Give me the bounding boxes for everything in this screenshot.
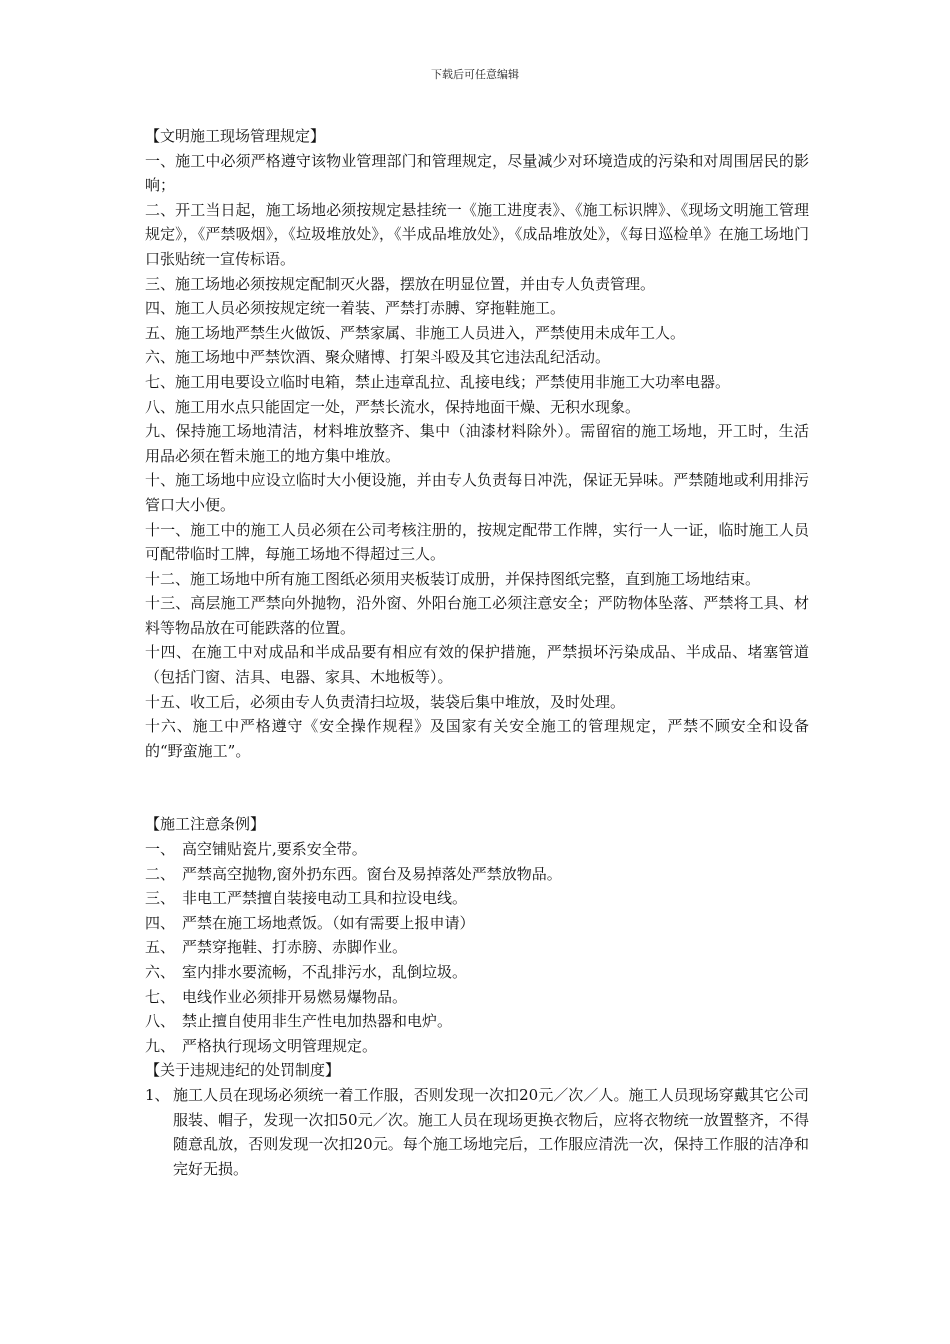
list-item [145,1034,809,1059]
list-item-text: 严禁在施工场地煮饭。（如有需要上报申请） [182,913,475,932]
list-item-text: 电线作业必须排开易燃易爆物品。 [182,987,408,1006]
list-item-number: 五、 [145,938,176,957]
list-item-number: 六、 [145,963,176,981]
page-header: 下载后可任意编辑 [431,68,519,81]
rule-item: 二、开工当日起，施工场地必须按规定悬挂统一《施工进度表》、《施工标识牌》、《现场文明施工管理规定》，《严禁吸烟》，《垃圾堆放处》，《半成品堆放处》，《成品堆放处》，《每日巡检单》在施工场地门口张贴统一宣传标语。 [145,200,809,268]
list-item [145,1083,809,1181]
document-body [145,124,809,1181]
list-item-number: 八、 [145,1012,176,1031]
list-item-text: 严禁穿拖鞋、打赤膀、赤脚作业。 [182,938,408,957]
rule-item: 五、施工场地严禁生火做饭、严禁家属、非施工人员进入，严禁使用未成年工人。 [145,323,686,342]
list-item-number: 二、 [145,864,176,883]
list-item-number: 七、 [145,987,176,1006]
list-item-text: 非电工严禁擅自装接电动工具和拉设电线。 [182,889,468,908]
list-item-text: 施工人员在现场必须统一着工作服，否则发现一次扣20元／次／人。施工人员现场穿戴其它公司服装、帽子，发现一次扣50元／次。施工人员在现场更换衣物后，应将衣物统一放置整齐，不得随意乱放，否则发现一次扣20元。每个施工场地完后，工作服应清洗一次，保持工作服的洁净和完好无损。 [173,1085,809,1178]
rule-item: 八、施工用水点只能固定一处，严禁长流水，保持地面干燥、无积水现象。 [145,397,641,416]
rule-item: 十三、高层施工严禁向外抛物，沿外窗、外阳台施工必须注意安全；严防物体坠落、严禁将工具、材料等物品放在可能跌落的位置。 [145,594,809,637]
list-item [145,985,809,1010]
section-spacer [145,763,809,812]
rule-item: 十四、在施工中对成品和半成品要有相应有效的保护措施，严禁损坏污染成品、半成品、堵塞管道（包括门窗、洁具、电器、家具、木地板等）。 [145,643,809,687]
rule-item: 一、施工中必须严格遵守该物业管理部门和管理规定，尽量减少对环境造成的污染和对周围居民的影响； [145,151,809,195]
list-item-number: 一、 [145,840,176,859]
rule-item: 九、保持施工场地清洁，材料堆放整齐、集中（油漆材料除外）。需留宿的施工场地，开工时，生活用品必须在暂未施工的地方集中堆放。 [145,422,809,465]
civilized-construction-rules [145,149,809,764]
list-item-text: 禁止擅自使用非生产性电加热器和电炉。 [182,1012,453,1031]
section-title-civilized-construction: 【文明施工现场管理规定】 [145,127,326,145]
list-item [145,935,809,960]
rule-item: 十一、施工中的施工人员必须在公司考核注册的，按规定配带工作牌，实行一人一证，临时施工人员可配带临时工牌，每施工场地不得超过三人。 [145,520,809,564]
list-item-text: 高空铺贴瓷片,要系安全带。 [182,840,367,859]
section-title-penalty-system: 【关于违规违纪的处罚制度】 [145,1061,341,1080]
list-item-text: 严禁高空抛物,窗外扔东西。窗台及易掉落处严禁放物品。 [182,864,562,883]
list-item [145,911,809,936]
rule-item: 六、施工场地中严禁饮酒、聚众赌博、打架斗殴及其它违法乱纪活动。 [145,348,611,367]
rule-item: 十五、收工后，必须由专人负责清扫垃圾，装袋后集中堆放，及时处理。 [145,692,626,711]
list-item-number: 九、 [145,1036,176,1055]
rule-item: 十、施工场地中应设立临时大小便设施，并由专人负责每日冲洗，保证无异味。严禁随地或利用排污管口大小便。 [145,471,809,514]
list-item [145,886,809,911]
rule-item: 十二、施工场地中所有施工图纸必须用夹板装订成册，并保持图纸完整，直到施工场地结束。 [145,569,761,588]
list-item [145,1009,809,1034]
construction-notes-list [145,837,809,1058]
list-item-text: 室内排水要流畅，不乱排污水，乱倒垃圾。 [182,963,468,981]
penalty-list [145,1083,809,1181]
list-item [145,960,809,985]
list-item-text: 严格执行现场文明管理规定。 [182,1036,378,1055]
rule-item: 四、施工人员必须按规定统一着装、严禁打赤膊、穿拖鞋施工。 [145,299,566,318]
list-item [145,837,809,862]
list-item-number: 1、 [145,1085,170,1104]
rule-item: 三、施工场地必须按规定配制灭火器，摆放在明显位置，并由专人负责管理。 [145,274,656,293]
list-item-number: 四、 [145,913,176,932]
list-item [145,862,809,887]
rule-item: 七、施工用电要设立临时电箱，禁止违章乱拉、乱接电线；严禁使用非施工大功率电器。 [145,372,731,391]
section-title-construction-notes: 【施工注意条例】 [145,815,266,834]
rule-item: 十六、施工中严格遵守《安全操作规程》及国家有关安全施工的管理规定，严禁不顾安全和设备的“野蛮施工”。 [145,717,809,760]
list-item-number: 三、 [145,889,176,908]
